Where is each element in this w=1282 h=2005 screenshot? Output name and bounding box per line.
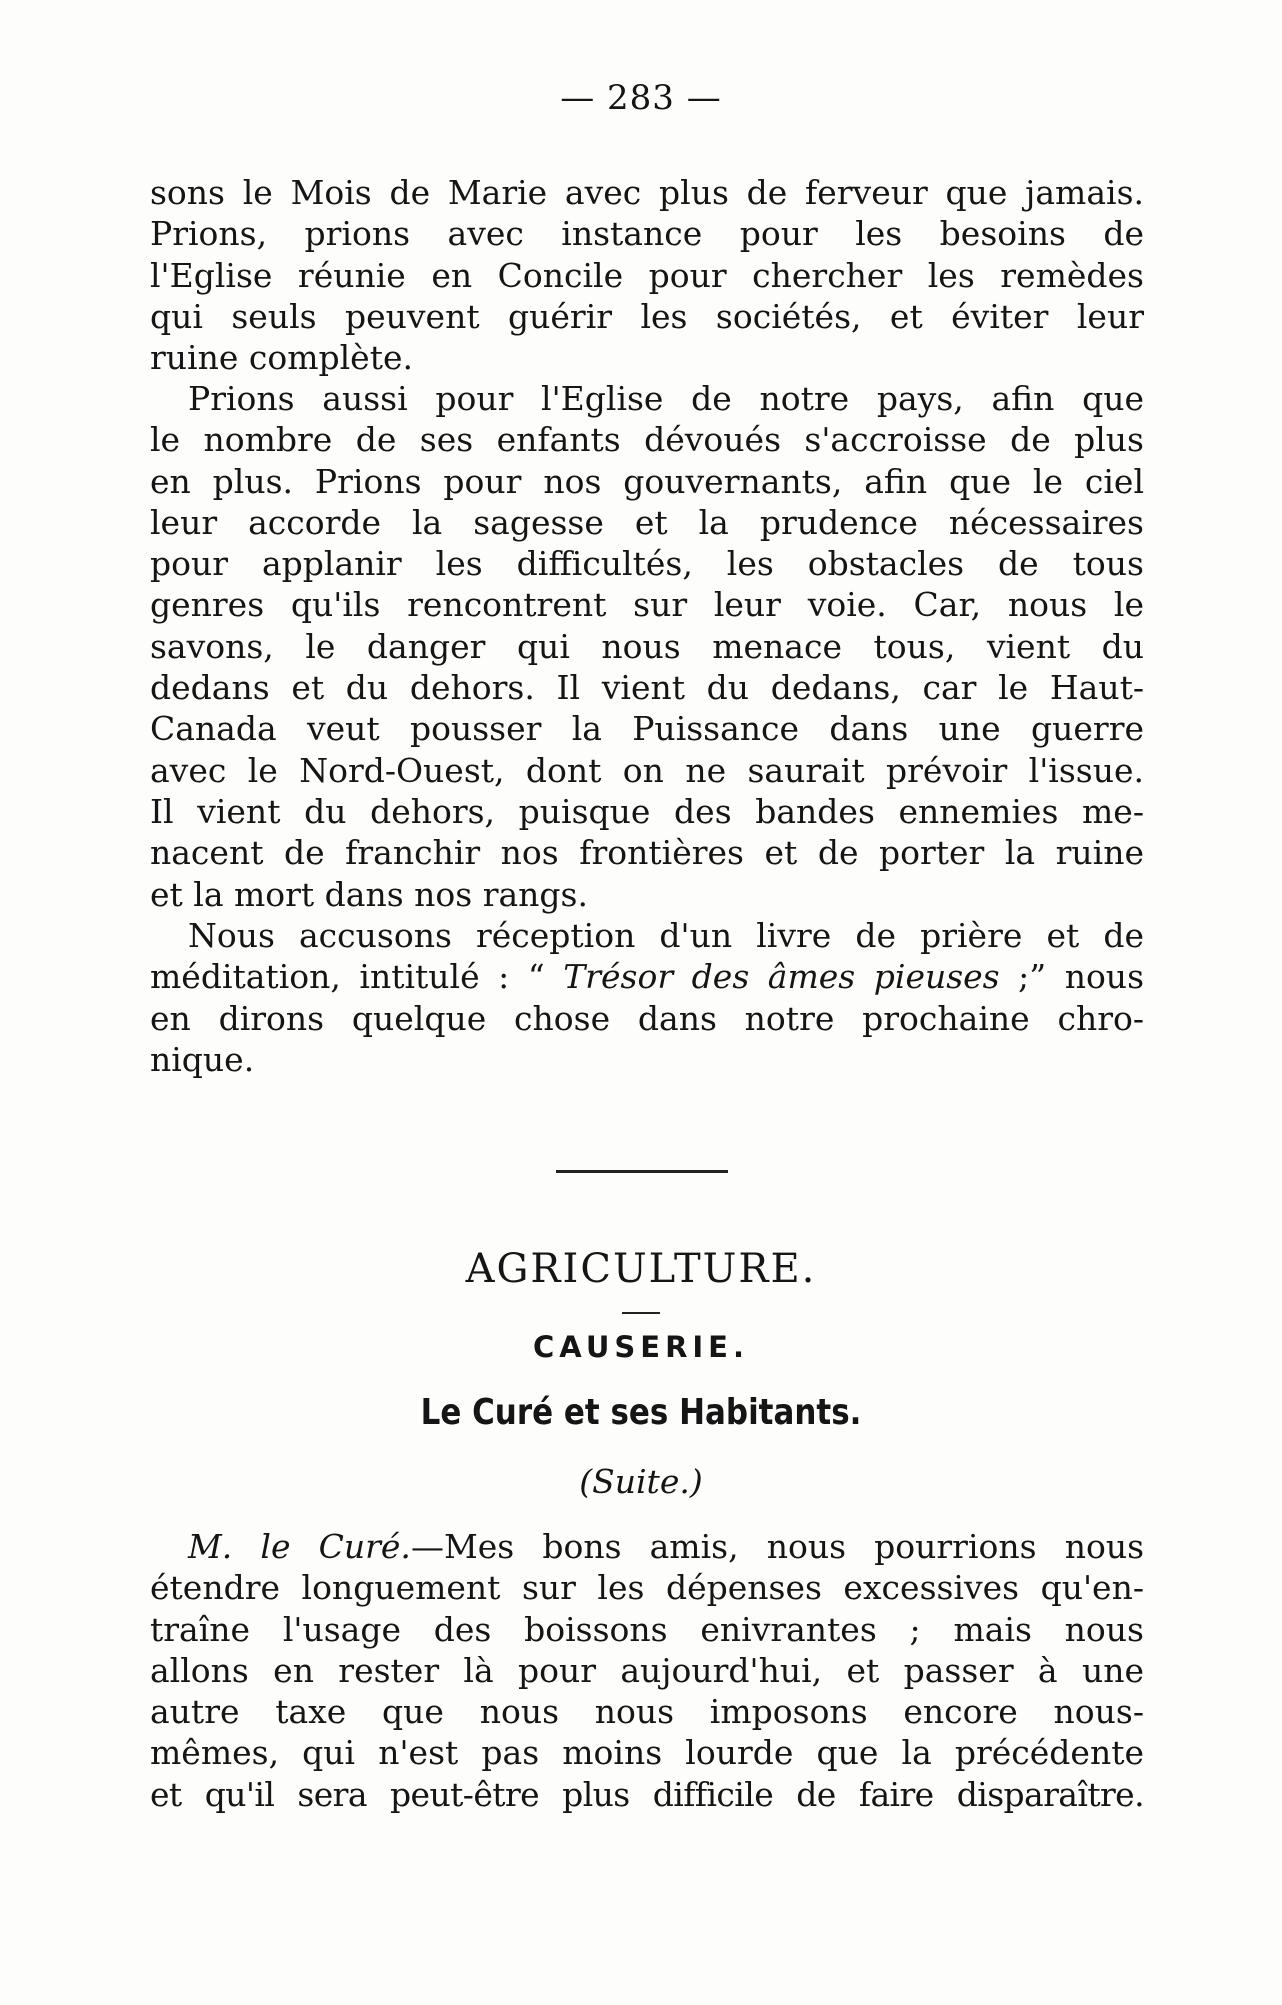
continuation-note: (Suite.)	[579, 1462, 703, 1501]
text-line: et qu'il sera peut-être plus difficile de faire disparaître.	[150, 1774, 1144, 1814]
text-line: dedans et du dehors. Il vient du dedans, car le Haut-	[150, 668, 1144, 708]
subheading-causerie: CAUSERIE.	[532, 1330, 750, 1364]
text-line: étendre longuement sur les dépenses excessives qu'en-	[150, 1568, 1144, 1608]
text-line: Prions, prions avec instance pour les besoins de	[150, 214, 1144, 254]
text-line: leur accorde la sagesse et la prudence nécessaires	[150, 502, 1144, 542]
text-line: avec le Nord-Ouest, dont on ne saurait prévoir l'issue.	[150, 750, 1144, 790]
text-line: qui seuls peuvent guérir les sociétés, et éviter leur	[150, 296, 1144, 336]
text-line: pour applanir les difficultés, les obstacles de tous	[150, 544, 1144, 584]
text-line: nacent de franchir nos frontières et de porter la ruine	[150, 833, 1144, 873]
paragraph-prayer-country	[150, 378, 1144, 915]
text-fragment: —Mes bons amis, nous pourrions nous	[410, 1527, 1145, 1566]
text-line: traîne l'usage des boissons enivrantes ; mais nous	[150, 1609, 1144, 1649]
text-line	[150, 956, 1144, 997]
section-heading-agriculture: AGRICULTURE.	[465, 1246, 817, 1292]
paragraph-book-review	[150, 915, 1144, 1080]
text-line: en dirons quelque chose dans notre prochaine chro-	[150, 998, 1144, 1038]
text-line: le nombre de ses enfants dévoués s'accroisse de plus	[150, 420, 1144, 460]
paragraph-dialogue	[150, 1526, 1144, 1815]
text-line: l'Eglise réunie en Concile pour chercher les remèdes	[150, 255, 1144, 295]
text-line: nique.	[150, 1039, 255, 1079]
speaker-name: M. le Curé.	[188, 1527, 411, 1566]
text-fragment: ;” nous	[999, 957, 1145, 997]
text-line: sons le Mois de Marie avec plus de ferveur que jamais.	[150, 173, 1144, 212]
text-line: en plus. Prions pour nos gouvernants, afin que le ciel	[150, 461, 1144, 501]
text-line: Il vient du dehors, puisque des bandes ennemies me-	[150, 791, 1144, 831]
text-line: Prions aussi pour l'Eglise de notre pays, afin que	[188, 379, 1144, 418]
text-line: Nous accusons réception d'un livre de prière et de	[188, 916, 1144, 955]
heading-divider	[622, 1312, 660, 1314]
book-title: Trésor des âmes pieuses	[563, 957, 1000, 997]
text-line: et la mort dans nos rangs.	[150, 874, 588, 914]
text-line: savons, le danger qui nous menace tous, vient du	[150, 626, 1144, 666]
article-title: Le Curé et ses Habitants.	[420, 1392, 862, 1433]
text-line: Canada veut pousser la Puissance dans une guerre	[150, 709, 1144, 749]
text-line: genres qu'ils rencontrent sur leur voie. Car, nous le	[150, 585, 1144, 625]
text-line: allons en rester là pour aujourd'hui, et passer à une	[150, 1650, 1144, 1690]
text-line: ruine complète.	[150, 338, 413, 378]
section-divider	[556, 1170, 728, 1173]
text-fragment: méditation, intitulé : “	[150, 957, 564, 997]
text-line: mêmes, qui n'est pas moins lourde que la précédente	[150, 1733, 1144, 1773]
text-line	[150, 1526, 1144, 1567]
paragraph-prayer-council	[150, 172, 1144, 378]
page-number: — 283 —	[560, 78, 722, 118]
text-line: autre taxe que nous nous imposons encore nous-	[150, 1692, 1144, 1732]
